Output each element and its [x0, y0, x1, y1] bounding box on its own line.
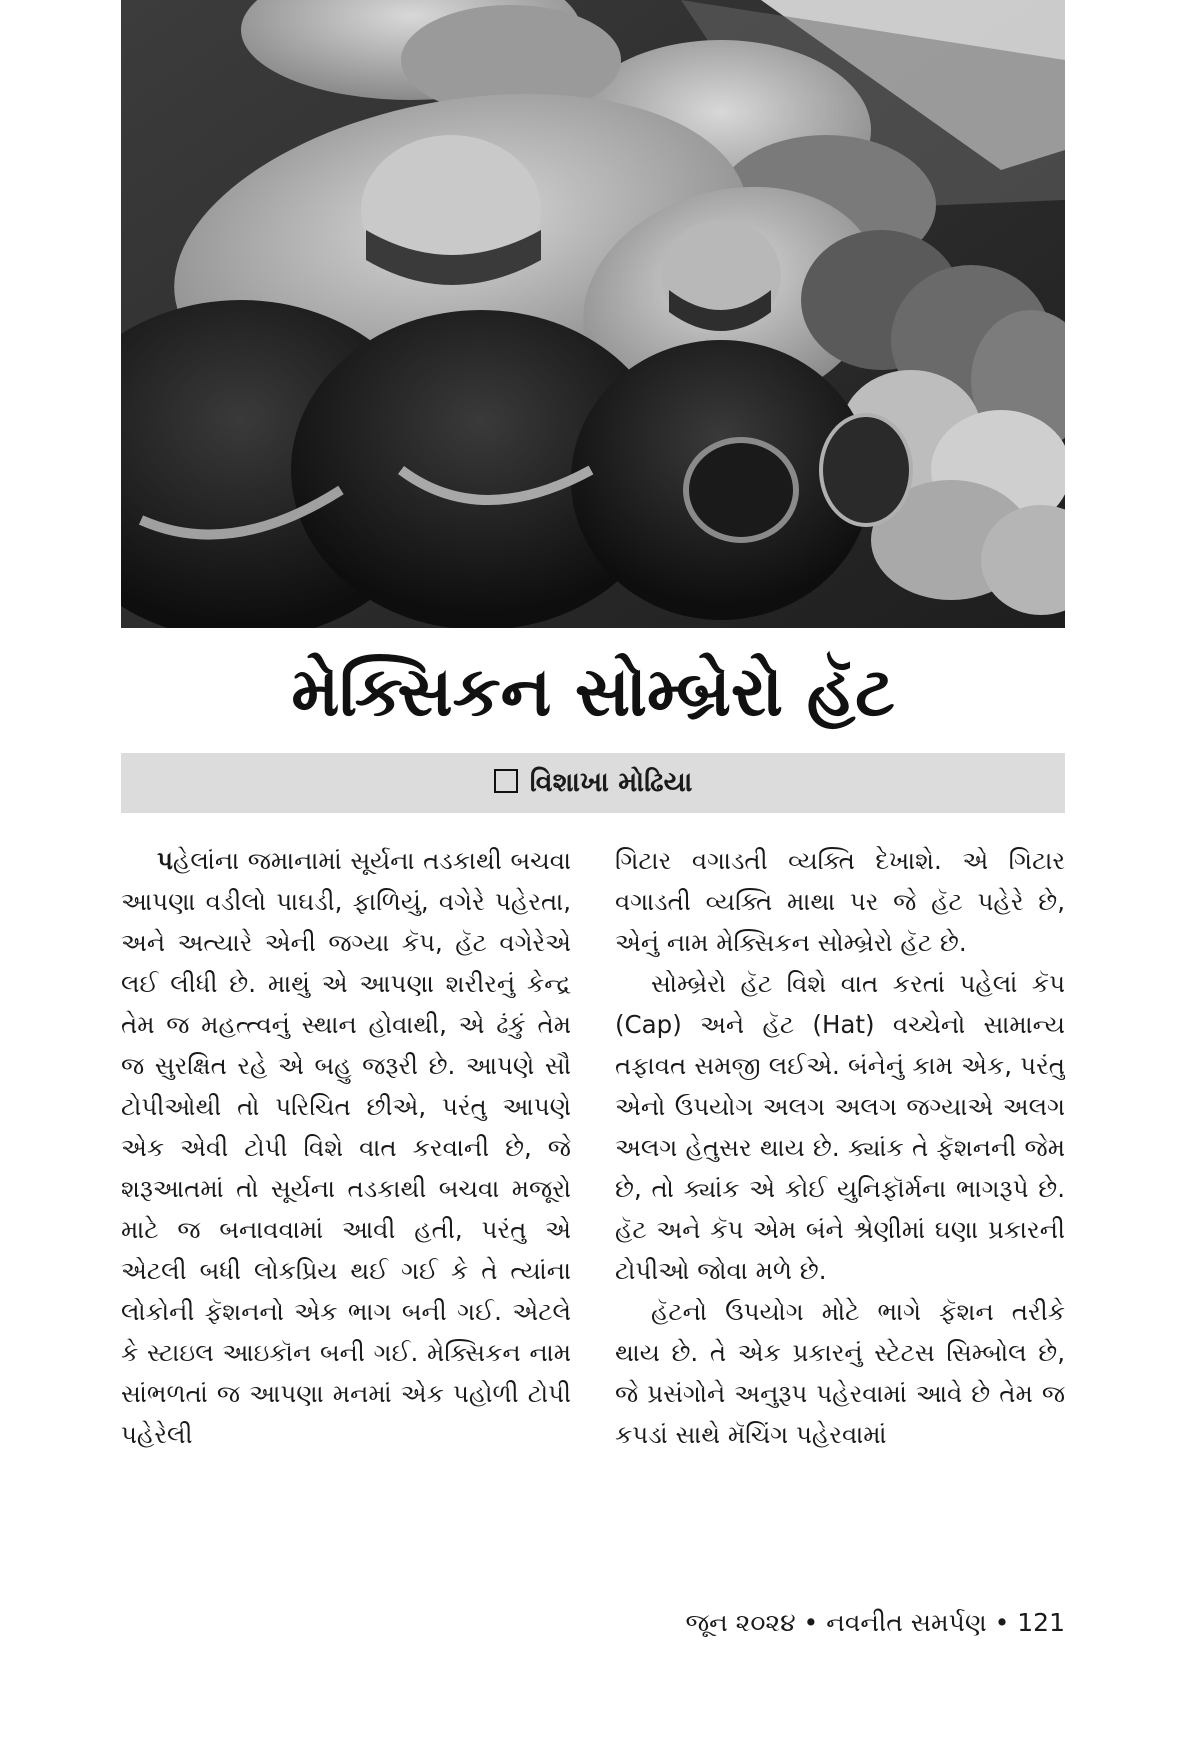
article-title: મેક્સિકન સોમ્બ્રેરો હૅટ: [291, 653, 895, 732]
author-byline: [121, 753, 1065, 813]
article-column-left: [121, 840, 571, 1560]
article-paragraph: હૅટનો ઉપયોગ મોટે ભાગે ફૅશન તરીકે થાય છે. તે એક પ્રકારનું સ્ટેટસ સિમ્બોલ છે, જે પ્રસંગોને અનુરૂપ પહેરવામાં આવે છે તેમ જ કપડાં સાથે મૅચિંગ પહેરવામાં: [615, 1297, 1065, 1449]
square-bullet-icon: [494, 769, 518, 793]
article-column-right: [615, 840, 1065, 1560]
author-name: વિશાખા મોઢિયા: [529, 767, 693, 798]
article-paragraph: ગિટાર વગાડતી વ્યક્તિ દેખાશે. એ ગિટાર વગાડતી વ્યક્તિ માથા પર જે હૅટ પહેરે છે, એનું નામ મેક્સિકન સોમ્બ્રેરો હૅટ છે.: [615, 846, 1065, 957]
page-footer: જૂન ૨૦૨૪ • નવનીત સમર્પણ • 121: [685, 1608, 1065, 1637]
article-paragraph: [121, 840, 571, 1455]
article-paragraph: સોમ્બ્રેરો હૅટ વિશે વાત કરતાં પહેલાં કૅપ (Cap) અને હૅટ (Hat) વચ્ચેનો સામાન્ય તફાવત સમજી લઈએ. બંનેનું કામ એક, પરંતુ એનો ઉપયોગ અલગ અલગ જગ્યાએ અલગ અલગ હેતુસર થાય છે. ક્યાંક તે ફૅશનની જેમ છે, તો ક્યાંક એ કોઈ યુનિફૉર્મના ભાગરૂપે છે. હૅટ અને કૅપ એમ બંને શ્રેણીમાં ઘણા પ્રકારની ટોપીઓ જોવા મળે છે.: [615, 969, 1065, 1285]
lead-letter: પ: [157, 846, 173, 875]
sombrero-hats-photo: [121, 0, 1065, 628]
paragraph-text: હેલાંના જમાનામાં સૂર્યના તડકાથી બચવા આપણા વડીલો પાઘડી, ફાળિયું, વગેરે પહેરતા, અને અત્યારે એની જગ્યા કૅપ, હૅટ વગેરેએ લઈ લીધી છે. માથું એ આપણા શરીરનું કેન્દ્ર તેમ જ મહત્ત્વનું સ્થાન હોવાથી, એ ઢંકું તેમ જ સુરક્ષિત રહે એ બહુ જરૂરી છે. આપણે સૌ ટોપીઓથી તો પરિચિત છીએ, પરંતુ આપણે એક એવી ટોપી વિશે વાત કરવાની છે, જે શરૂઆતમાં તો સૂર્યના તડકાથી બચવા મજૂરો માટે જ બનાવવામાં આવી હતી, પરંતુ એ એટલી બધી લોકપ્રિય થઈ ગઈ કે તે ત્યાંના લોકોની ફૅશનનો એક ભાગ બની ગઈ. એટલે કે સ્ટાઇલ આઇકૉન બની ગઈ. મેક્સિકન નામ સાંભળતાં જ આપણા મનમાં એક પહોળી ટોપી પહેરેલી: [121, 846, 571, 1449]
